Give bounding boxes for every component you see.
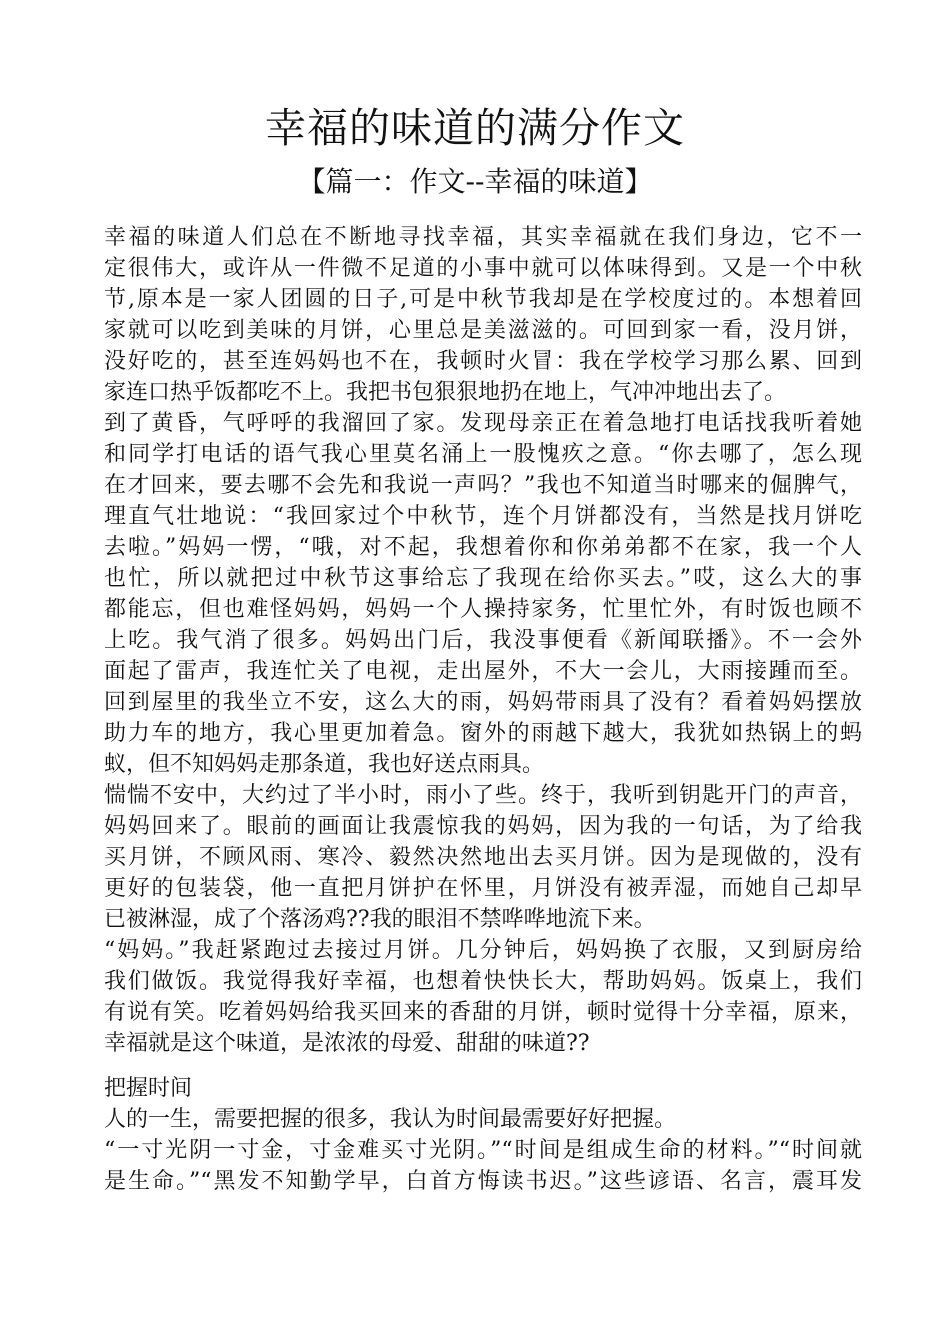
text-line: 节,原本是一家人团圆的日子,可是中秋节我却是在学校度过的。本想着回 [104, 287, 862, 312]
text-line: 妈妈回来了。眼前的画面让我震惊我的妈妈，因为我的一句话，为了给我 [104, 814, 862, 839]
document-title: 幸福的味道的满分作文 [265, 104, 685, 152]
text-line: 我们做饭。我觉得我好幸福，也想着快快长大，帮助妈妈。饭桌上，我们 [104, 969, 862, 994]
text-line: 理直气壮地说：“我回家过个中秋节，连个月饼都没有，当然是找月饼吃 [104, 504, 862, 529]
section-heading: 【篇一：作文--幸福的味道】 [297, 165, 653, 198]
text-line: 都能忘，但也难怪妈妈，妈妈一个人操持家务，忙里忙外，有时饭也顾不 [104, 597, 862, 622]
text-line: 幸福的味道人们总在不断地寻找幸福，其实幸福就在我们身边，它不一 [104, 225, 862, 250]
text-line: 有说有笑。吃着妈妈给我买回来的香甜的月饼，顿时觉得十分幸福，原来， [104, 1000, 862, 1025]
text-line: 人的一生，需要把握的很多，我认为时间最需要好好把握。 [104, 1107, 677, 1132]
text-line: 上吃。我气消了很多。妈妈出门后，我没事便看《新闻联播》。不一会外 [104, 628, 862, 653]
text-line: 家就可以吃到美味的月饼，心里总是美滋滋的。可回到家一看，没月饼， [104, 318, 862, 343]
text-line: 定很伟大，或许从一件微不足道的小事中就可以体味得到。又是一个中秋 [104, 256, 862, 281]
paragraph-gap [104, 1059, 862, 1073]
text-line: 面起了雷声，我连忙关了电视，走出屋外，不大一会儿，大雨接踵而至。 [104, 659, 862, 684]
text-line: 没好吃的，甚至连妈妈也不在，我顿时火冒：我在学校学习那么累、回到 [104, 349, 862, 374]
text-line: 已被淋湿，成了个落汤鸡??我的眼泪不禁哗哗地流下来。 [104, 907, 656, 932]
text-line: 和同学打电话的语气我心里莫名涌上一股愧疚之意。“你去哪了，怎么现 [104, 442, 862, 467]
text-line: 助力车的地方，我心里更加着急。窗外的雨越下越大，我犹如热锅上的蚂 [104, 721, 862, 746]
text-line: 在才回来，要去哪不会先和我说一声吗？”我也不知道当时哪来的倔脾气， [104, 473, 862, 498]
text-line: 回到屋里的我坐立不安，这么大的雨，妈妈带雨具了没有？看着妈妈摆放 [104, 690, 862, 715]
text-line: 更好的包装袋，他一直把月饼护在怀里，月饼没有被弄湿，而她自己却早 [104, 876, 862, 901]
text-line: 去啦。”妈妈一愣，“哦，对不起，我想着你和你弟弟都不在家，我一个人 [104, 535, 862, 560]
text-line: 家连口热乎饭都吃不上。我把书包狠狠地扔在地上，气冲冲地出去了。 [104, 380, 787, 405]
text-line: “一寸光阴一寸金，寸金难买寸光阴。”“时间是组成生命的材料。”“时间就 [104, 1138, 862, 1163]
text-line: 惴惴不安中，大约过了半小时，雨小了些。终于，我听到钥匙开门的声音， [104, 783, 862, 808]
text-line: “妈妈。”我赶紧跑过去接过月饼。几分钟后，妈妈换了衣服，又到厨房给 [104, 938, 862, 963]
essay-body [104, 222, 862, 1197]
text-line: 把握时间 [104, 1076, 193, 1101]
text-line: 也忙，所以就把过中秋节这事给忘了我现在给你买去。”哎，这么大的事 [104, 566, 862, 591]
text-line: 蚁，但不知妈妈走那条道，我也好送点雨具。 [104, 752, 545, 777]
text-line: 到了黄昏，气呼呼的我溜回了家。发现母亲正在着急地打电话找我听着她 [104, 411, 862, 436]
text-line: 是生命。”“黑发不知勤学早，白首方悔读书迟。”这些谚语、名言，震耳发 [104, 1169, 862, 1194]
text-line: 幸福就是这个味道，是浓浓的母爱、甜甜的味道?? [104, 1031, 590, 1056]
text-line: 买月饼，不顾风雨、寒冷、毅然决然地出去买月饼。因为是现做的，没有 [104, 845, 862, 870]
